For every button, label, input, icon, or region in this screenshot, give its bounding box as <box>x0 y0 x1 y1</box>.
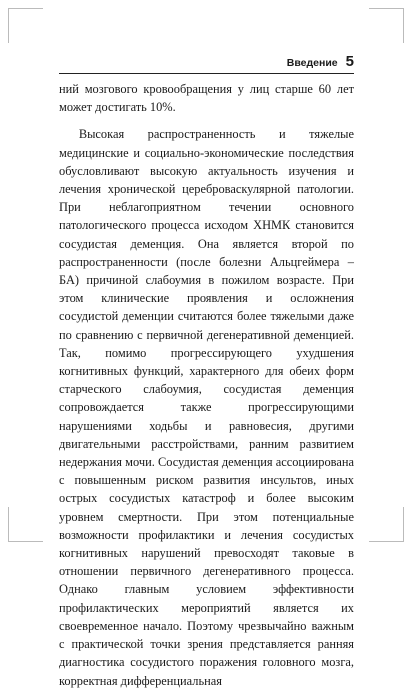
crop-mark-top-right <box>369 8 404 43</box>
crop-mark-bottom-left <box>8 507 43 542</box>
paragraph-continuation: ний мозгового кровообращения у лиц старше 60 лет может достигать 10%. <box>59 82 354 115</box>
crop-mark-bottom-right <box>369 507 404 542</box>
section-title: Введение <box>286 56 338 69</box>
running-header <box>59 44 354 74</box>
page-number: 5 <box>345 53 354 70</box>
paragraph-main: Высокая распространенность и тяжелые медицинские и социально-экономические последствия обусловливают высокую актуальность изучения и лечения хронической цереброваскулярной патологии. При неблагоприятном течении основного патологического процесса исходом ХНМК становится сосудистая деменция. Она является второй по распространенности (после болезни Альцгеймера – БА) причиной слабоумия в пожилом возрасте. При этом клинические проявления и осложнения сосудистой деменции считаются более тяжелыми даже по сравнению с первичной дегенеративной деменцией. Так, помимо прогрессирующего ухудшения когнитивных функций, характерного для обеих форм старческого слабоумия, сосудистая деменция сопровождается также прогрессирующими нарушениями ходьбы и равновесия, другими двигательными расстройствами, ранним развитием недержания мочи. Сосудистая деменция ассоциирована с повышенным риском развития инсультов, иных острых сосудистых катастроф и более высоким уровнем смертности. При этом потенциальные возможности профилактики и лечения сосудистых когнитивных нарушений превосходят таковые в отношении первичного дегенеративного процесса. Однако главным условием эффективности профилактических мероприятий является их своевременное начало. Поэтому чрезвычайно важным с практической точки зрения представляется ранняя диагностика сосудистого поражения головного мозга, корректная дифференциальная <box>59 127 354 688</box>
page-body <box>59 80 354 690</box>
crop-mark-top-left <box>8 8 43 43</box>
